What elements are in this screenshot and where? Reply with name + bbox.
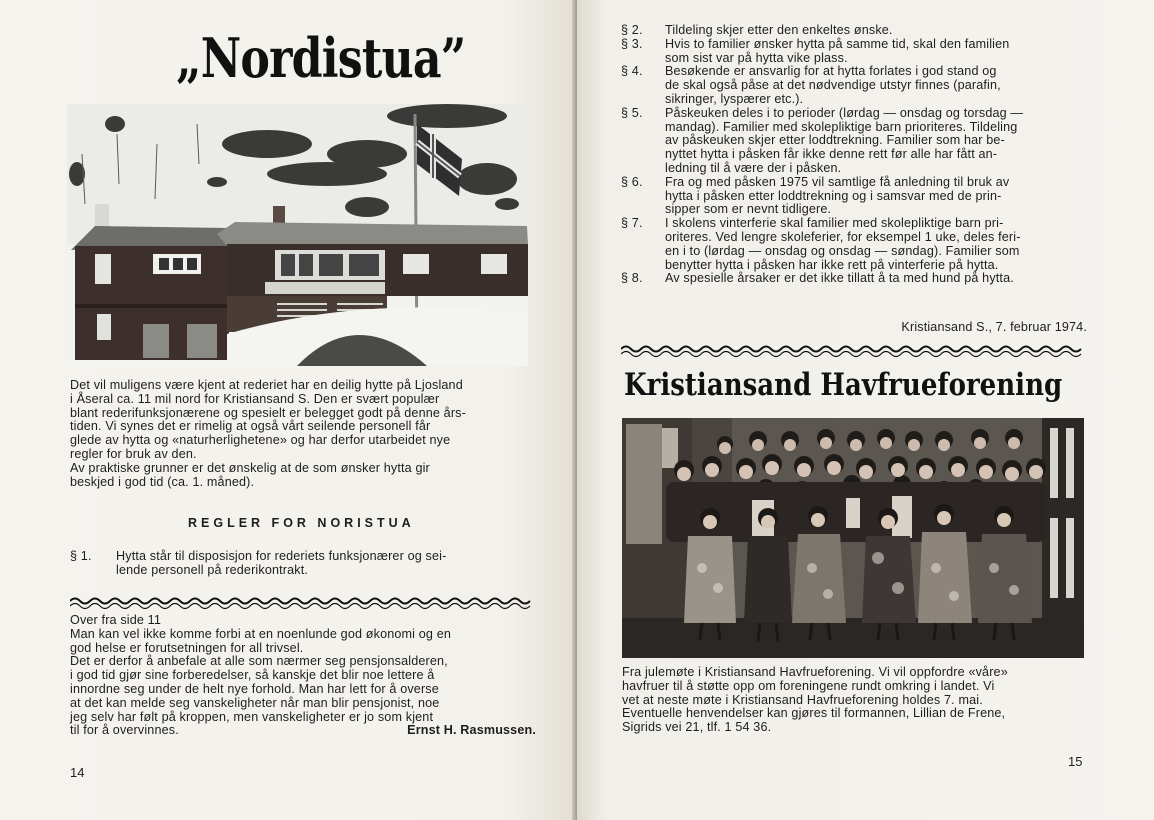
caption-line: havfruer til å støtte opp om foreningene rundt omkring i landet. Vi (622, 678, 995, 693)
continued-line: Over fra side 11 (70, 613, 162, 627)
rule-number: § 5. (621, 105, 643, 120)
page-number-left: 14 (70, 765, 85, 780)
rule-line: Fra og med påsken 1975 vil samtlige få anledning til bruk av (665, 174, 1010, 189)
caption-line: vet at neste møte i Kristiansand Havfrueforening holdes 7. mai. (622, 692, 983, 707)
continued-line: til for å overvinnes. (70, 723, 179, 738)
rule-number: § 7. (621, 216, 643, 231)
rule-1 (70, 550, 534, 578)
wavy-divider (70, 596, 536, 610)
rule-8 (621, 272, 1087, 286)
rule-number: § 1. (70, 549, 92, 563)
rule-3 (621, 38, 1087, 66)
rule-line: Av spesielle årsaker er det ikke tillatt å ta med hund på hytta. (665, 271, 1014, 286)
rule-line: hytta i påsken etter loddtrekning og i samsvar med de prin- (665, 188, 1002, 203)
wavy-divider (621, 344, 1083, 358)
rule-line: sipper som er nevnt tidligere. (665, 202, 832, 217)
continued-line: i god tid gjør sine forberedelser, så kanskje det blir noe lettere å (70, 668, 435, 683)
author-signature: Ernst H. Rasmussen. (407, 723, 536, 738)
continued-article (70, 614, 536, 738)
rule-number: § 8. (621, 271, 643, 286)
group-caption (622, 666, 1088, 735)
rule-line: Hvis to familier ønsker hytta på samme tid, skal den familien (665, 36, 1010, 51)
rule-line: de skal også påse at det nødvendige utstyr finnes (parafin, (665, 78, 1001, 93)
page-number-right: 15 (1068, 754, 1083, 769)
rule-6 (621, 176, 1087, 217)
continued-line: jeg selv har følt på kroppen, men vanskeligheter er jo som kjent (70, 709, 434, 724)
rule-line: Hytta står til disposisjon for rederiets funksjonærer og sei- (116, 549, 447, 563)
rule-line: nyttet hytta i påsken får ikke denne rett før alle har fått an- (665, 147, 998, 162)
intro-line: regler for bruk av den. (70, 446, 197, 461)
caption-line: Fra julemøte i Kristiansand Havfrueforening. Vi vil oppfordre «våre» (622, 665, 1008, 679)
rule-line: av påskeuken skjer etter loddtrekning. Familier som har be- (665, 133, 1005, 148)
continued-line: god helse er forutsetningen for all trivsel. (70, 640, 304, 655)
intro-line: tiden. Vi synes det er rimelig at også vårt seilende personell får (70, 419, 431, 434)
dateline: Kristiansand S., 7. februar 1974. (901, 320, 1087, 334)
rule-line: en i to (lørdag — onsdag og onsdag — søndag). Familier som (665, 243, 1020, 258)
rule-number: § 3. (621, 36, 643, 51)
group-photo (622, 418, 1084, 658)
continued-line: Man kan vel ikke komme forbi at en noenlunde god økonomi og en (70, 626, 452, 641)
intro-paragraph (70, 379, 534, 489)
rule-number: § 6. (621, 174, 643, 189)
intro-line: Det vil muligens være kjent at rederiet har en deilig hytte på Ljosland (70, 378, 463, 392)
rule-7 (621, 217, 1087, 272)
rule-line: som sist var på hytta vike plass. (665, 50, 848, 65)
intro-line: glede av hytta og «naturherlighetene» og har derfor utarbeidet nye (70, 433, 451, 448)
caption-line: Sigrids vei 21, tlf. 1 54 36. (622, 720, 772, 735)
intro-line: beskjed i god tid (ca. 1. måned). (70, 474, 255, 489)
group-illustration (622, 418, 1084, 658)
cabin-illustration (67, 104, 528, 366)
havfrue-title: Kristiansand Havfrueforening (624, 367, 1063, 403)
rule-line: ledning til å være der i påsken. (665, 160, 842, 175)
rules-list (621, 24, 1087, 286)
rule-5 (621, 107, 1087, 176)
continued-line: at det kan melde seg vanskeligheter når man blir pensjonist, noe (70, 695, 440, 710)
continued-line: innordne seg under de helt nye forhold. Man har lett for å overse (70, 681, 439, 696)
intro-line: Av praktiske grunner er det ønskelig at de som ønsker hytta gir (70, 460, 430, 475)
rule-4 (621, 65, 1087, 106)
rules-heading: REGLER FOR NORISTUA (188, 516, 415, 530)
rule-number: § 2. (621, 23, 643, 37)
rule-2 (621, 24, 1087, 38)
continued-line: Det er derfor å anbefale at alle som nærmer seg pensjonsalderen, (70, 654, 448, 669)
rule-line: Tildeling skjer etter den enkeltes ønske. (665, 23, 893, 37)
nordistua-title: „Nordistua” (176, 26, 466, 90)
rule-line: lende personell på rederikontrakt. (116, 562, 309, 577)
rule-line: mandag). Familier med skolepliktige barn prioriteres. Tildeling (665, 119, 1018, 134)
rule-line: oriteres. Ved lengre skoleferier, for eksempel 1 uke, deles feri- (665, 229, 1021, 244)
caption-line: Eventuelle henvendelser kan gjøres til formannen, Lillian de Frene, (622, 706, 1006, 721)
cabin-photo (67, 104, 528, 366)
rule-number: § 4. (621, 64, 643, 79)
rule-line: Påskeuken deles i to perioder (lørdag — onsdag og torsdag — (665, 105, 1024, 120)
rule-line: I skolens vinterferie skal familier med skolepliktige barn pri- (665, 216, 1004, 231)
rule-line: sikringer, lyspærer etc.). (665, 91, 804, 106)
intro-line: blant rederifunksjonærene og spesielt er belegget godt på denne års- (70, 405, 466, 420)
rule-line: benytter hytta i påsken har ikke rett på vinterferie på hytta. (665, 257, 999, 272)
rule-line: Besøkende er ansvarlig for at hytta forlates i god stand og (665, 64, 997, 79)
intro-line: i Åseral ca. 11 mil nord for Kristiansand S. Den er svært populær (70, 391, 440, 406)
